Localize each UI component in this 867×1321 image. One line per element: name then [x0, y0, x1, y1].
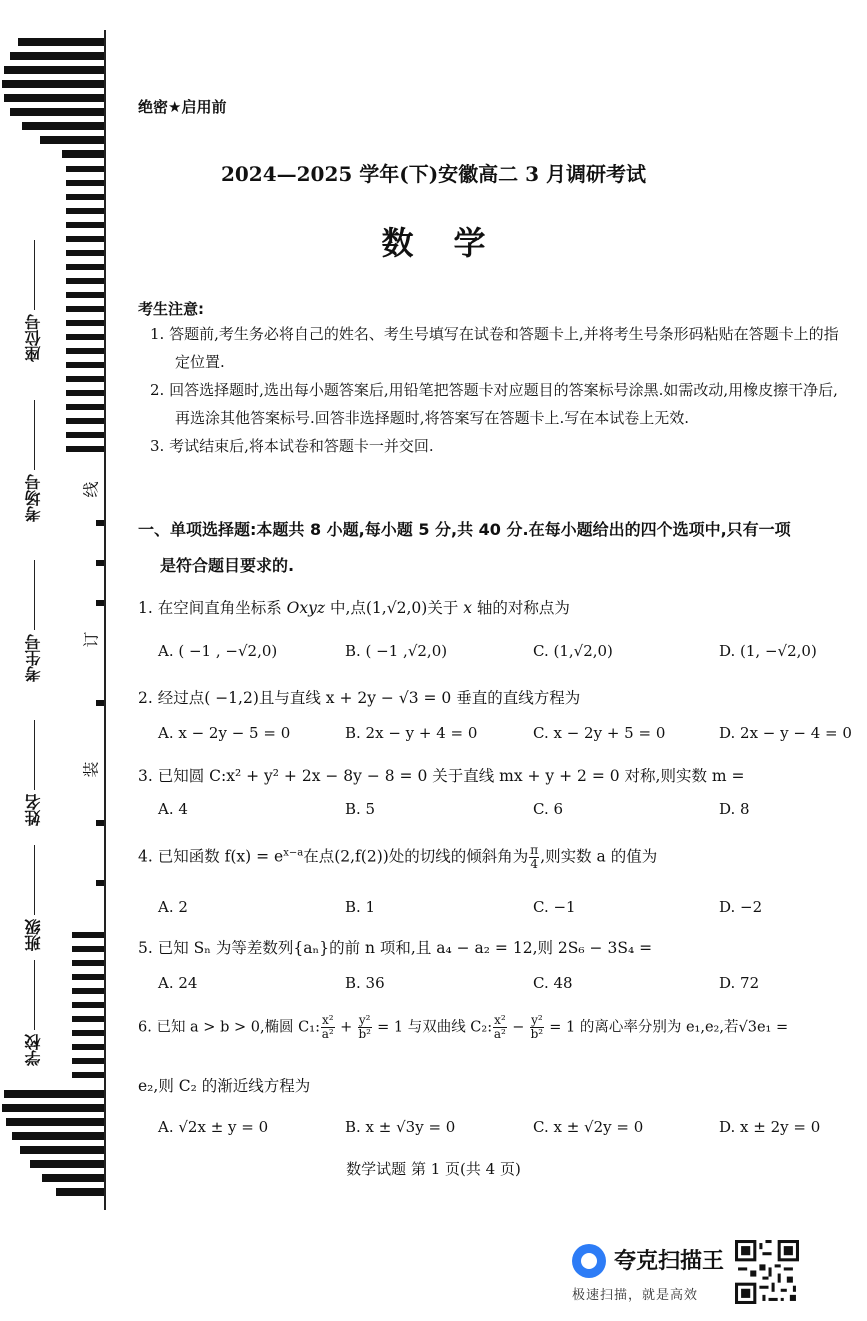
- q3-option-b: B. 5: [345, 800, 376, 818]
- secret-label: 绝密★启用前: [138, 98, 227, 116]
- q1-option-b: B. ( −1 ,√2,0): [345, 642, 448, 660]
- q4-option-c: C. −1: [533, 898, 576, 916]
- q4-option-b: B. 1: [345, 898, 376, 916]
- section-heading-line1: 一、单项选择题:本题共 8 小题,每小题 5 分,共 40 分.在每小题给出的四个选项中,只有一项: [138, 520, 791, 539]
- q6-option-a: A. √2x ± y = 0: [158, 1118, 269, 1136]
- q2-option-c: C. x − 2y + 5 = 0: [533, 724, 666, 742]
- question-1: 1. 在空间直角坐标系 Oxyz 中,点(1,√2,0)关于 x 轴的对称点为: [138, 599, 570, 617]
- q3-option-c: C. 6: [533, 800, 564, 818]
- q2-option-b: B. 2x − y + 4 = 0: [345, 724, 478, 742]
- q5-option-d: D. 72: [719, 974, 760, 992]
- q6-option-d: D. x ± 2y = 0: [719, 1118, 821, 1136]
- scanner-logo-icon: [572, 1244, 606, 1278]
- seat-number-field: 座位号: [22, 240, 45, 362]
- question-3: 3. 已知圆 C:x² + y² + 2x − 8y − 8 = 0 关于直线 mx + y + 2 = 0 对称,则实数 m =: [138, 767, 745, 785]
- candidate-number-field: 考生号: [22, 560, 45, 682]
- exam-title: 2024—2025 学年(下)安徽高二 3 月调研考试: [220, 162, 647, 186]
- q4-option-d: D. −2: [719, 898, 763, 916]
- notice-item: 3. 考试结束后,将本试卷和答题卡一并交回.: [150, 437, 434, 455]
- cut-char-line: 线: [81, 481, 101, 498]
- q3-option-d: D. 8: [719, 800, 750, 818]
- q1-option-d: D. (1, −√2,0): [719, 642, 817, 660]
- school-field: 学校: [22, 960, 45, 1066]
- exam-room-field: 考场号: [22, 400, 45, 522]
- q3-option-a: A. 4: [158, 800, 188, 818]
- subject-title: 数学: [381, 224, 526, 262]
- question-2: 2. 经过点( −1,2)且与直线 x + 2y − √3 = 0 垂直的直线方程为: [138, 689, 581, 707]
- q6-option-c: C. x ± √2y = 0: [533, 1118, 644, 1136]
- question-6-line2: e₂,则 C₂ 的渐近线方程为: [138, 1077, 311, 1095]
- qr-code-icon: [735, 1240, 799, 1304]
- q6-option-b: B. x ± √3y = 0: [345, 1118, 456, 1136]
- name-field: 姓名: [22, 720, 45, 826]
- cut-char-ding: 订: [81, 631, 101, 648]
- q1-option-a: A. ( −1 , −√2,0): [158, 642, 278, 660]
- q1-option-c: C. (1,√2,0): [533, 642, 613, 660]
- q2-option-d: D. 2x − y − 4 = 0: [719, 724, 852, 742]
- notice-item: 2. 回答选择题时,选出每小题答案后,用铅笔把答题卡对应题目的答案标号涂黑.如需改动,用橡皮擦干净后,再选涂其他答案标号.回答非选择题时,将答案写在答题卡上.写在本试卷上无效.: [150, 381, 838, 427]
- q2-option-a: A. x − 2y − 5 = 0: [158, 724, 291, 742]
- q5-option-a: A. 24: [158, 974, 198, 992]
- section-heading: [138, 512, 838, 584]
- binding-stripes: [0, 0, 110, 1321]
- q5-option-b: B. 36: [345, 974, 385, 992]
- q5-option-c: C. 48: [533, 974, 573, 992]
- q4-option-a: A. 2: [158, 898, 188, 916]
- section-heading-line2: 是符合题目要求的.: [160, 556, 295, 575]
- question-4: 4. 已知函数 $f(x) = e^{x-a}$在点(2,f(2))处的切线的倾斜角为 $\frac{\pi}{4}$ ,则实数 a 的值为: [138, 843, 658, 871]
- question-5: 5. 已知 Sₙ 为等差数列{aₙ}的前 n 项和,且 a₄ − a₂ = 12,则 2S₆ − 3S₄ =: [138, 939, 653, 957]
- notice-list: [150, 320, 840, 460]
- binding-strip: [0, 0, 110, 1321]
- notice-heading: 考生注意:: [138, 300, 204, 318]
- question-6: 6. 已知 a > b > 0,椭圆 C₁: $\frac{\text{x²}}{\text{a²}}$ + $\frac{\text{y²}}{\text{b²}}$ = 1 与双曲线 C₂: $\frac{\text{x²}}{\text{a²}}$ − $\frac{\text{y²}}{\text{b²}}$ = 1 的离心率分别为 e₁,e₂,若√3e₁ =: [138, 1013, 789, 1041]
- page-footer: 数学试题 第 1 页(共 4 页): [346, 1160, 521, 1178]
- cut-char-zhuang: 装: [81, 761, 101, 778]
- notice-item: 1. 答题前,考生务必将自己的姓名、考生号填写在试卷和答题卡上,并将考生号条形码粘贴在答题卡上的指定位置.: [150, 325, 839, 371]
- class-field: 班级: [22, 845, 45, 951]
- binding-line: [104, 30, 106, 1210]
- scanner-brand-name: 夸克扫描王: [614, 1249, 725, 1274]
- scanner-slogan: 极速扫描，就是高效: [572, 1288, 699, 1303]
